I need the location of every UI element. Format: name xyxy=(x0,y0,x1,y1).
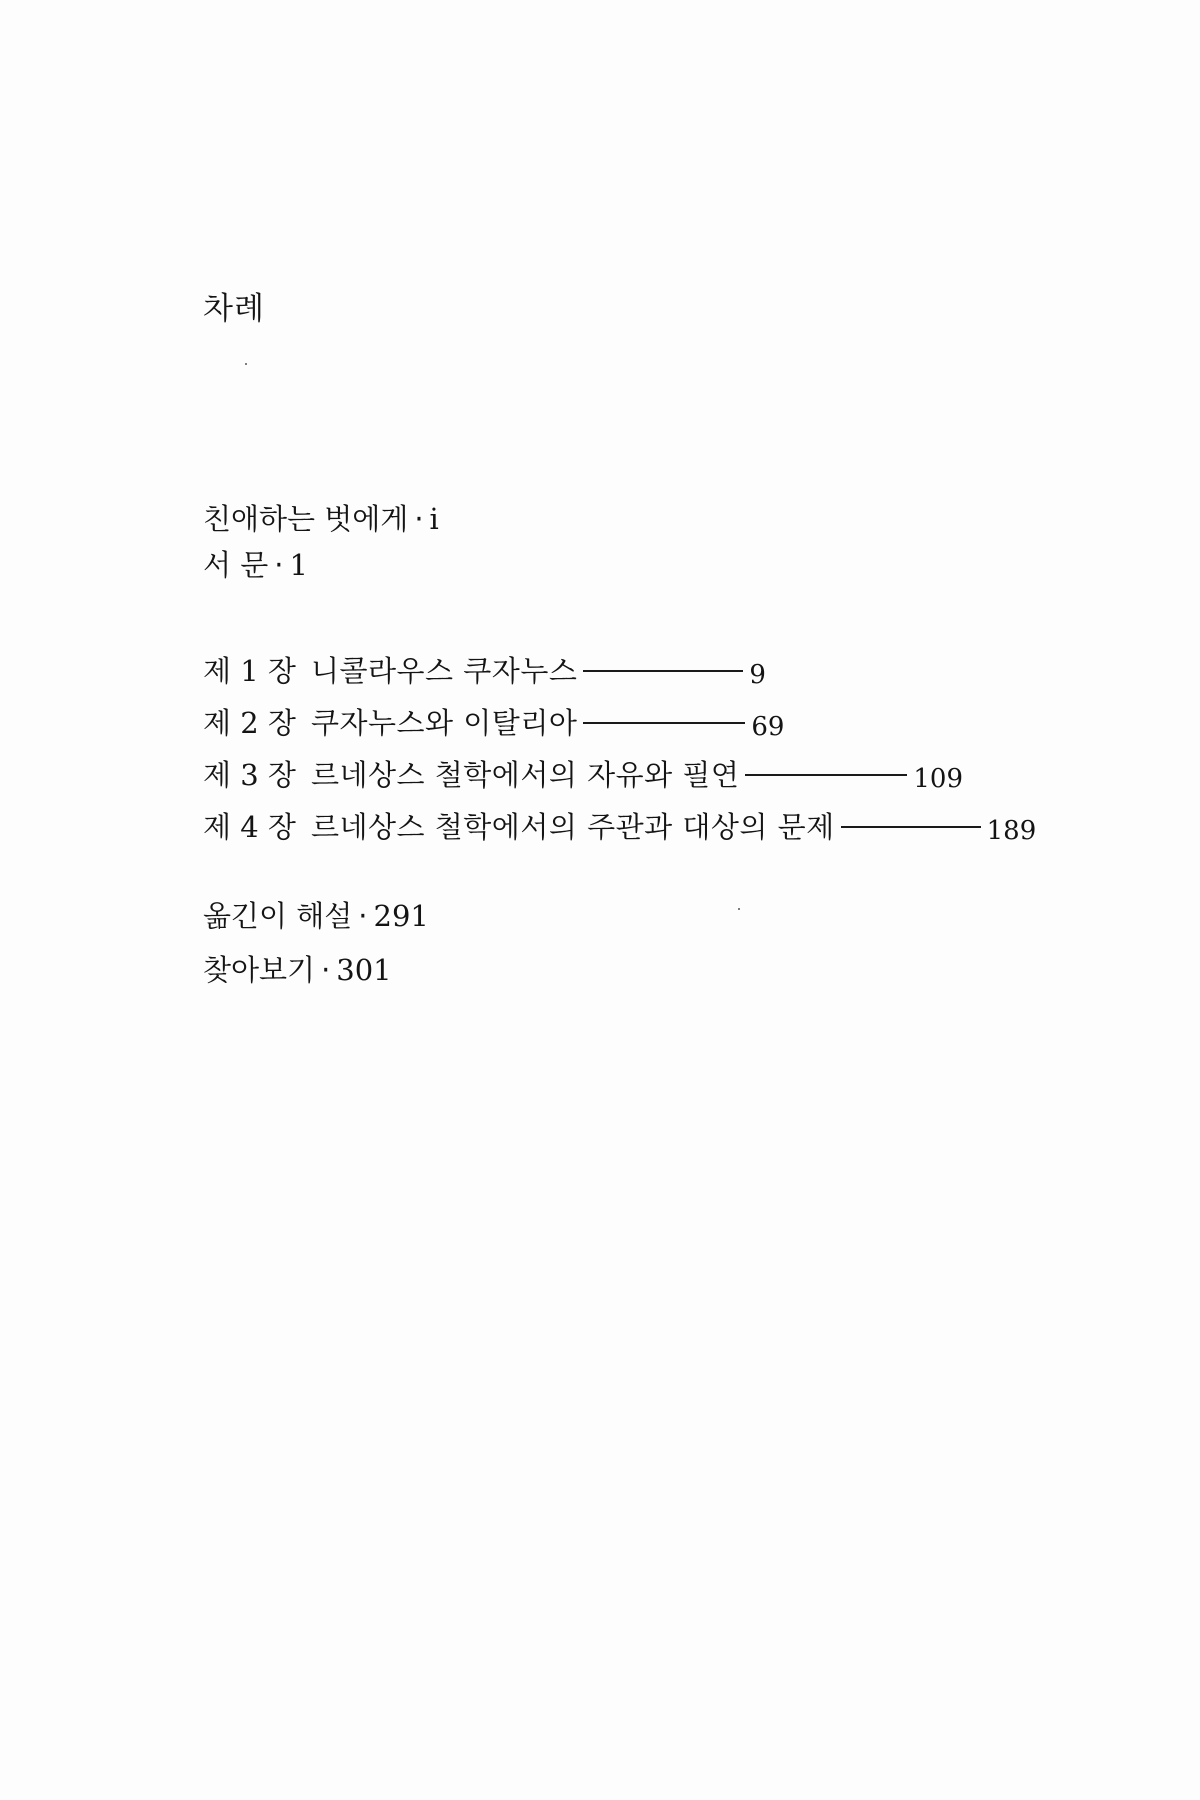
entry-page: 291 xyxy=(373,899,429,933)
entry-page: 301 xyxy=(336,953,392,987)
entry-label: 친애하는 벗에게 xyxy=(203,502,409,536)
chapter-title: 르네상스 철학에서의 주관과 대상의 문제 xyxy=(311,809,835,844)
chapter-page: 69 xyxy=(751,712,785,742)
entry-separator: · xyxy=(414,502,424,536)
entry-label: 찾아보기 xyxy=(203,953,316,987)
chapter-title: 쿠자누스와 이탈리아 xyxy=(311,705,578,740)
chapter-number: 제 3 장 xyxy=(203,757,296,792)
chapter-number: 제 4 장 xyxy=(203,809,296,844)
toc-entry-translator-note xyxy=(203,897,429,935)
leader-line xyxy=(583,670,743,672)
toc-entry-dedication xyxy=(203,500,439,538)
entry-label: 옮긴이 해설 xyxy=(203,899,353,933)
toc-chapter-4 xyxy=(203,805,1036,845)
chapter-page: 109 xyxy=(913,764,963,794)
scan-speck xyxy=(245,363,247,365)
leader-line xyxy=(745,774,907,776)
chapter-page: 9 xyxy=(749,660,766,690)
entry-separator: · xyxy=(358,899,368,933)
chapter-number: 제 1 장 xyxy=(203,653,296,688)
chapter-number: 제 2 장 xyxy=(203,705,296,740)
chapter-title: 르네상스 철학에서의 자유와 필연 xyxy=(311,757,740,792)
toc-entry-index xyxy=(203,951,392,989)
scan-speck xyxy=(738,908,740,910)
chapter-title: 니콜라우스 쿠자누스 xyxy=(311,653,578,688)
chapter-page: 189 xyxy=(986,816,1037,846)
entry-page: i xyxy=(429,502,439,536)
toc-heading: 차례 xyxy=(203,291,265,327)
toc-entry-preface xyxy=(203,546,308,584)
entry-page: 1 xyxy=(289,548,308,582)
toc-chapter-2 xyxy=(203,701,784,741)
toc-chapter-1 xyxy=(203,649,766,689)
entry-label: 서 문 xyxy=(203,548,269,582)
toc-chapter-3 xyxy=(203,753,963,793)
leader-line xyxy=(841,826,981,828)
leader-line xyxy=(583,722,745,724)
entry-separator: · xyxy=(321,953,331,987)
entry-separator: · xyxy=(274,548,284,582)
